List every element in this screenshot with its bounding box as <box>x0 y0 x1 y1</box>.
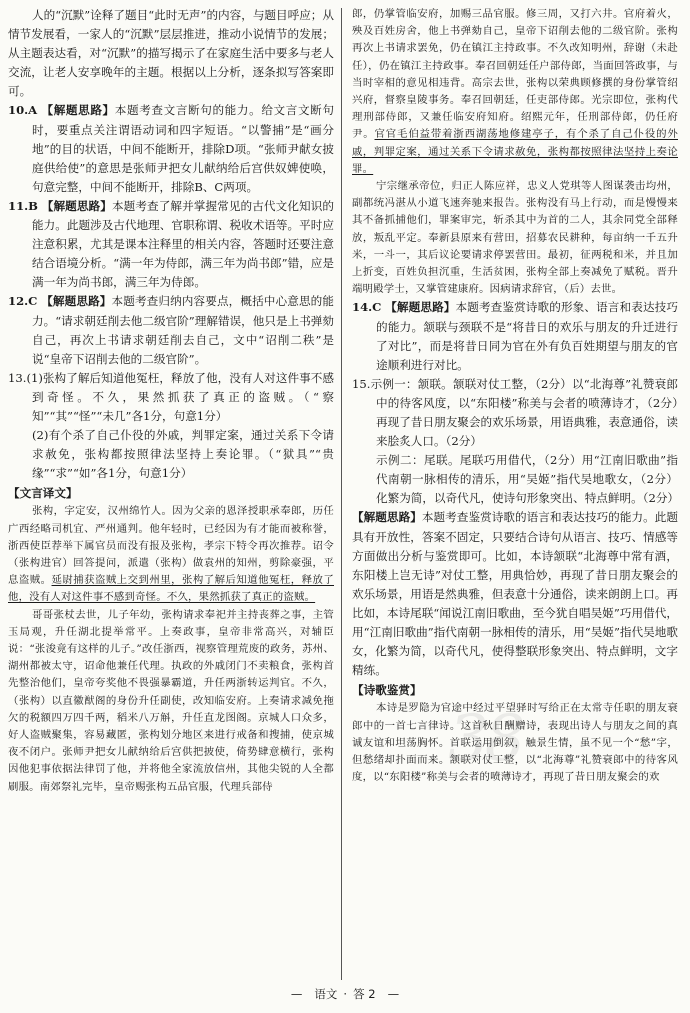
translation-p1-text: 张构，字定安，汉州绵竹人。因为父亲的恩泽授职承奉郎，历任广西经略司机宜、严州通判。他年轻时，已经因为有才能而被称誉，浙西使臣荐举下属官员而没有报及张构，孝宗下特令再次推荐。诏令（张构进官）回答提问，派遣（张构）做袁州的知州，剪除豪强，平息盗贼。 <box>8 505 334 587</box>
q15-tag: 【解题思路】 <box>352 510 422 525</box>
poem-appreciation-heading: 【诗歌鉴赏】 <box>352 683 422 698</box>
translation-heading: 【文言译文】 <box>8 486 78 501</box>
q12-answer <box>8 292 334 368</box>
translation-continued <box>352 6 678 178</box>
right-column <box>352 6 678 786</box>
q10-number: 10.A <box>8 103 38 118</box>
q12-text: 本题考查归纳内容要点，概括中心意思的能力。“请求朝廷削去他二级官阶”理解错误，他只是上书弹劾自己，再次上书请求朝廷削去自己，文中“诏削二秩”是说“皇帝下诏削去他的二级官阶”。 <box>32 294 334 366</box>
q15-analysis <box>352 508 678 680</box>
q15-text: 本题考查鉴赏诗歌的语言和表达技巧的能力。此题具有开放性，答案不固定，只要结合诗句从语言、技巧、情感等方面做出分析与鉴赏即可。比如，本诗颔联“北海尊中常有酒，东阳楼上岂无诗”对仗工整，用典恰妙，再现了昔日朋友聚会的欢乐场景，用语是然典雅，但表意十分通俗，读来朗朗上口。再比如，本诗尾联“闻说江南旧歌曲，至今犹自唱吴姬”巧用借代，用“江南旧歌曲”指代南朝一脉相传的清乐，用“吴姬”指代吴地歌女，化繁为简，以奇代凡，使得整联形象突出、特点鲜明，文字精练。 <box>352 510 678 678</box>
column-divider <box>341 8 342 980</box>
q10-text: 本题考查文言断句的能力。给文言文断句时，要重点关注谓语动词和四字短语。“以警捕”是“画分地”的目的状语，中间不能断开，排除D项。“张师尹献女披庭供给使”的意思是张师尹把女儿献纳给后宫供奴婢使唤，句意完整，中间不能断开，排除B、C两项。 <box>32 103 334 194</box>
translation-cont-underlined: 官官毛伯益带着浙西湖荡地修建亭子，有个杀了自己仆役的外戚，判罪定案，通过关系下令请求赦免，张构都按照律法坚持上奏论罪。 <box>352 128 678 175</box>
footer-dash-left: — <box>290 987 303 1001</box>
q10-answer <box>8 101 334 196</box>
q11-tag: 【解题思路】 <box>41 198 112 213</box>
translation-paragraph-3: 宁宗继承帝位，归正人陈应祥，忠义人党琪等人图谋袭击均州，副都统冯湛从小道飞速奔驰来报告。张构没有马上行动，而是慢慢来其不备抓捕他们，罪案审完，斩杀其中为首的二人，其余同党全部释放，叛乱平定。奉新县原来有营田，招募农民耕种，每亩纳一千五升米，一斗一，其后议论要请求停罢营田。最初，征两税和米，并且加上折变，百姓负担沉重，生活贫困，张构全部上奏减免了赋税。晋升端明殿学士，又掌管建康府。因病请求辞官，（后）去世。 <box>352 180 678 296</box>
q15-example-1: 15.示例一：颔联。颔联对仗工整，（2分）以“北海尊”礼赞衰郎中的待客风度，以“东阳楼”称美与会者的喷薄诗才，（2分）再现了昔日朋友聚会的欢乐场景，用语典雅，表意通俗，读来脍炙人口。（2分） <box>352 376 678 449</box>
q12-tag: 【解题思路】 <box>41 294 112 309</box>
q11-text: 本题考查了解并掌握常见的古代文化知识的能力。此题涉及古代地理、官职称谓、税收术语等。平时应注意积累，尤其是课本注释里的相关内容，答题时还要注意结合语境分析。“满一年为侍郎，满三年为尚书郎”错，应是满一年为尚书郎，满三年为侍郎。 <box>32 198 334 290</box>
q14-text: 本题考查鉴赏诗歌的形象、语言和表达技巧的能力。颔联与颈联不是“将昔日的欢乐与朋友的升迁进行了对比”，而是将昔日同为官在外有负百姓期望与朋友的官途顺利进行对比。 <box>376 300 678 372</box>
q10-tag: 【解题思路】 <box>41 103 115 118</box>
q14-tag: 【解题思路】 <box>385 300 456 315</box>
q14-number: 14.C <box>352 300 382 315</box>
q15-example-2: 示例二：尾联。尾联巧用借代，（2分）用“江南旧歌曲”指代南朝一脉相传的清乐，用“吴姬”指代吴地歌女，（2分）化繁为简，以奇代凡，使诗句形象突出、特点鲜明。（2分） <box>376 453 680 506</box>
q12-number: 12.C <box>8 294 38 309</box>
translation-p1-underlined: 延尉捕获盗贼上交到州里，张构了解后知道他冤枉，释放了他，没有人对这件事不感到奇怪。不久，果然抓获了真正的盗贼。 <box>8 574 334 604</box>
translation-paragraph-2: 哥哥张杖去世，儿子年幼，张构请求奉祀并主持丧葬之事，主管玉局观，升任湖北提举常平。上奏政事，皇帝非常高兴，对辅臣说：“张浚竟有这样的儿子。”改任浙西，视察管理荒废的政务，苏州、湖州都被太守，诏命他兼任代理。执政的外戚闭门不卖粮食，张构首先整治他们，皇帝夸奖他不畏强暴霸道，升任两浙转运判官。不久，（张构）以直徽猷阁的身份升任副使，改知临安府。上奏请求减免拖欠的税额四万四千两，稻米八万斛，升任直龙图阁。京城人口众多，好人盗贼聚集，容易藏匿，张构划分地区来进行戒备和搜捕，使京城夜不闭户。张师尹把女儿献纳给后宫供把披使，倚势肆意横行，张构因他犯事依据法律罚了他，并将他全家流放信州，其他尖锐的人全都刷服。南郊祭礼完毕，皇帝赐张构五品官服，代理兵部侍 <box>8 608 334 793</box>
q11-answer <box>8 197 334 292</box>
page-footer: — 语文 · 答 2 — <box>0 986 690 1002</box>
q14-answer <box>352 298 678 374</box>
q11-number: 11.B <box>8 198 38 213</box>
footer-page: 答 2 <box>353 987 376 1001</box>
translation-paragraph-1 <box>8 503 334 606</box>
q9-answer-tail: 人的“沉默”诠释了题目“此时无声”的内容，与题目呼应；从情节发展看，一家人的“沉默”层层推进，推动小说情节的发展；从主题表达看，对“沉默”的描写揭示了在家庭生活中要多与老人交流，让老人安享晚年的主题。根据以上分析，逐条拟写答案即可。 <box>8 8 334 99</box>
footer-dash-right: — <box>387 987 400 1001</box>
q13-answer-2: (2)有个杀了自己仆役的外戚，判罪定案，通过关系下令请求赦免，张构都按照律法坚持上奏论罪。（“狱具”“贵缘”“求”“如”各1分，句意1分） <box>32 428 334 481</box>
left-column <box>8 6 334 796</box>
poem-appreciation-text: 本诗是罗隐为官途中经过平望驿时写给正在太常寺任职的朋友衰郎中的一首七言律诗。这首秋日酬赠诗，表现出诗人与朋友之间的真诚友谊和坦荡胸怀。首联运用倒叙，触景生情，虽不见一个“愁”字，但愁绪却扑面而来。颔联对仗工整，以“北海尊”礼赞衰郎中的待客风度，以“东阳楼”称美与会者的喷薄诗才，再现了昔日朋友聚会的欢 <box>352 702 678 784</box>
q13-answer-1: 13.(1)张构了解后知道他冤枉，释放了他，没有人对这件事不感到奇怪。不久，果然抓获了真正的盗贼。（“察知”“其”“怪”“未几”各1分，句意1分） <box>8 370 334 423</box>
translation-cont-text: 郎，仍掌管临安府，加赐三品官服。修三周，又打六井。官府着火，殃及百姓房舍，他上书弹劾自己，皇帝下诏削去他的二级官阶。张构再次上书请求罢免，仍在镇江主持政事。不久改知明州，辞谢（未赴任），仍在镇江主持政事。奉召回朝廷任户部侍郎，当面回答政事，与当时宰相的意见相违背。高宗去世，张构以荣典顾修撰的身份掌管绍兴府，督察皇陵事务。奉召回朝廷，任吏部侍郎。光宗即位，张构代理刑部侍郎，又兼任临安府知府。绍熙元年，任刑部侍郎，仍任府尹。 <box>352 8 678 141</box>
footer-subject: 语文 <box>314 987 338 1001</box>
watermark-logo: 38 <box>448 702 522 776</box>
